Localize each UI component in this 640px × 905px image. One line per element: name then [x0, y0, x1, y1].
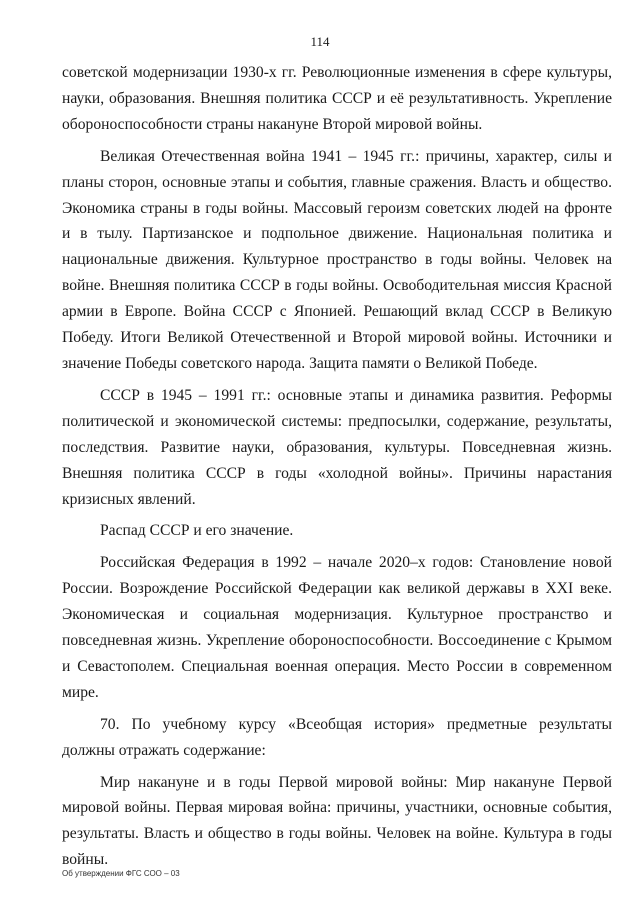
paragraph-continuation: советской модернизации 1930-х гг. Революционные изменения в сфере культуры, науки, образования. Внешняя политика СССР и её результативность. Укрепление обороноспособности страны накануне Второй мировой войны. — [62, 64, 612, 133]
paragraph-great-patriotic-war: Великая Отечественная война 1941 – 1945 гг.: причины, характер, силы и планы сторон, основные этапы и события, главные сражения. Власть и общество. Экономика страны в годы войны. Массовый героизм советских людей на фронте и в тылу. Партизанское и подпольное движение. Национальная политика и национальные движения. Культурное пространство в годы войны. Человек на войне. Внешняя политика СССР в годы войны. Освободительная миссия Красной армии в Европе. Война СССР с Японией. Решающий вклад СССР в Великую Победу. Итоги Великой Отечественной и Второй мировой войны. Источники и значение Победы советского народа. Защита памяти о Великой Победе. — [62, 147, 612, 372]
page-number: 114 — [310, 34, 330, 49]
paragraph-world-war-one: Мир накануне и в годы Первой мировой войны: Мир накануне Первой мировой войны. Первая мировая война: причины, участники, основные события, результаты. Власть и общество в годы войны. Человек на войне. Культура в годы войны. — [62, 773, 612, 869]
paragraph-russian-federation: Российская Федерация в 1992 – начале 2020–х годов: Становление новой России. Возрождение Российской Федерации как великой державы в XXI веке. Экономическая и социальная модернизация. Культурное пространство и повседневная жизнь. Укрепление обороноспособности. Воссоединение с Крымом и Севастополем. Специальная военная операция. Место России в современном мире. — [62, 554, 612, 701]
paragraph-ussr-1945-1991: СССР в 1945 – 1991 гг.: основные этапы и динамика развития. Реформы политической и экономической системы: предпосылки, содержание, результаты, последствия. Развитие науки, образования, культуры. Повседневная жизнь. Внешняя политика СССР в годы «холодной войны». Причины нарастания кризисных явлений. — [62, 386, 612, 508]
footer-note: Об утверждении ФГС СОО – 03 — [62, 869, 180, 878]
document-body — [62, 60, 612, 879]
paragraph-ussr-collapse: Распад СССР и его значение. — [100, 522, 294, 540]
paragraph-item-70: 70. По учебному курсу «Всеобщая история» предметные результаты должны отражать содержание: — [62, 715, 612, 759]
